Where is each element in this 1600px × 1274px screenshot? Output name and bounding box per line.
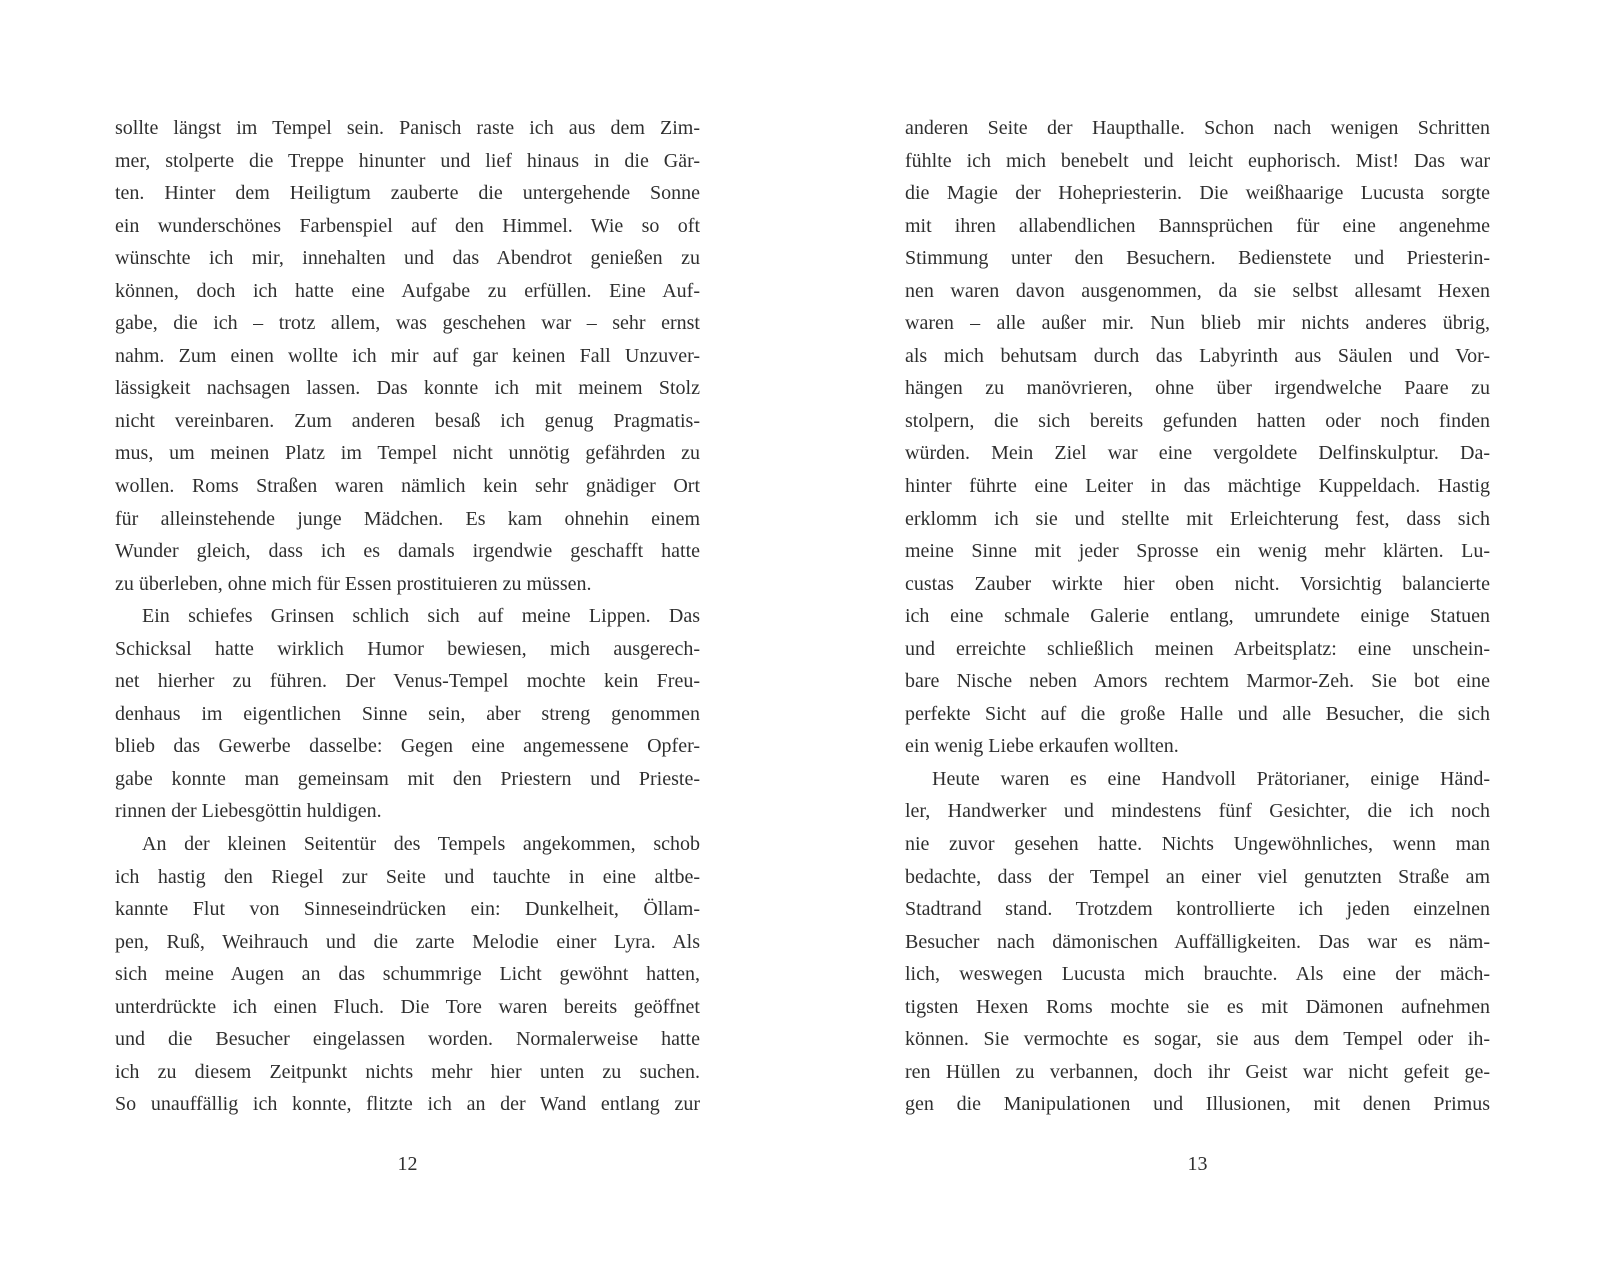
text-line: lässigkeit nachsagen lassen. Das konnte ich mit meinem Stolz bbox=[115, 377, 700, 400]
text-line: ein wunderschönes Farbenspiel auf den Himmel. Wie so oft bbox=[115, 214, 700, 237]
text-line: mer, stolperte die Treppe hinunter und lief hinaus in die Gär- bbox=[115, 149, 700, 172]
text-line: So unauffällig ich konnte, flitzte ich an der Wand entlang zur bbox=[115, 1093, 700, 1116]
text-line: nen waren davon ausgenommen, da sie selbst allesamt Hexen bbox=[905, 279, 1490, 302]
text-line: und die Besucher eingelassen worden. Normalerweise hatte bbox=[115, 1028, 700, 1051]
text-line: fühlte ich mich benebelt und leicht euphorisch. Mist! Das war bbox=[905, 149, 1490, 172]
text-line: hinter führte eine Leiter in das mächtige Kuppeldach. Hastig bbox=[905, 475, 1490, 498]
text-line: zu überleben, ohne mich für Essen prostituieren zu müssen. bbox=[115, 572, 592, 595]
text-line: kannte Flut von Sinneseindrücken ein: Dunkelheit, Öllam- bbox=[115, 898, 700, 921]
text-line: custas Zauber wirkte hier oben nicht. Vorsichtig balancierte bbox=[905, 572, 1490, 595]
text-line: würden. Mein Ziel war eine vergoldete Delfinskulptur. Da- bbox=[905, 442, 1490, 465]
page-number-left: 12 bbox=[397, 1153, 418, 1175]
text-line: net hierher zu führen. Der Venus-Tempel mochte kein Freu- bbox=[115, 670, 700, 693]
text-line: können. Sie vermochte es sogar, sie aus dem Tempel oder ih- bbox=[905, 1028, 1490, 1051]
text-line: Ein schiefes Grinsen schlich sich auf meine Lippen. Das bbox=[142, 605, 700, 628]
text-line: gen die Manipulationen und Illusionen, mit denen Primus bbox=[905, 1093, 1490, 1116]
page-number-right: 13 bbox=[1187, 1153, 1208, 1175]
text-line: meine Sinne mit jeder Sprosse ein wenig mehr klärten. Lu- bbox=[905, 540, 1490, 563]
text-line: Besucher nach dämonischen Auffälligkeiten. Das war es näm- bbox=[905, 930, 1490, 953]
text-line: hängen zu manövrieren, ohne über irgendwelche Paare zu bbox=[905, 377, 1490, 400]
text-line: mit ihren allabendlichen Bannsprüchen für eine angenehme bbox=[905, 214, 1490, 237]
text-line: Heute waren es eine Handvoll Prätorianer, einige Händ- bbox=[932, 767, 1490, 790]
text-line: für alleinstehende junge Mädchen. Es kam ohnehin einem bbox=[115, 507, 700, 530]
text-line: ein wenig Liebe erkaufen wollten. bbox=[905, 735, 1179, 758]
text-line: tigsten Hexen Roms mochte sie es mit Dämonen aufnehmen bbox=[905, 995, 1490, 1018]
text-line: anderen Seite der Haupthalle. Schon nach wenigen Schritten bbox=[905, 117, 1490, 139]
text-line: können, doch ich hatte eine Aufgabe zu erfüllen. Eine Auf- bbox=[115, 279, 700, 302]
text-line: nicht vereinbaren. Zum anderen besaß ich genug Pragmatis- bbox=[115, 409, 700, 432]
text-line: Wunder gleich, dass ich es damals irgendwie geschafft hatte bbox=[115, 540, 700, 563]
text-line: ten. Hinter dem Heiligtum zauberte die untergehende Sonne bbox=[115, 182, 700, 205]
text-line: waren – alle außer mir. Nun blieb mir nichts anderes übrig, bbox=[905, 312, 1490, 335]
text-line: pen, Ruß, Weihrauch und die zarte Melodie einer Lyra. Als bbox=[115, 930, 700, 953]
text-line: ren Hüllen zu verbannen, doch ihr Geist war nicht gefeit ge- bbox=[905, 1060, 1490, 1083]
page-left-text-block bbox=[115, 112, 700, 1121]
text-line: die Magie der Hohepriesterin. Die weißhaarige Lucusta sorgte bbox=[905, 182, 1490, 205]
text-line: rinnen der Liebesgöttin huldigen. bbox=[115, 800, 382, 823]
text-line: Stadtrand stand. Trotzdem kontrollierte ich jeden einzelnen bbox=[905, 898, 1490, 921]
text-line: lich, weswegen Lucusta mich brauchte. Als eine der mäch- bbox=[905, 963, 1490, 986]
text-line: mus, um meinen Platz im Tempel nicht unnötig gefährden zu bbox=[115, 442, 700, 465]
text-line: denhaus im eigentlichen Sinne sein, aber streng genommen bbox=[115, 702, 700, 725]
text-line: wollen. Roms Straßen waren nämlich kein sehr gnädiger Ort bbox=[115, 475, 700, 498]
text-line: und erreichte schließlich meinen Arbeitsplatz: eine unschein- bbox=[905, 637, 1490, 660]
text-line: ich eine schmale Galerie entlang, umrundete einige Statuen bbox=[905, 605, 1490, 628]
page-right-text-block bbox=[905, 112, 1490, 1121]
text-line: ler, Handwerker und mindestens fünf Gesichter, die ich noch bbox=[905, 800, 1490, 823]
text-line: unterdrückte ich einen Fluch. Die Tore waren bereits geöffnet bbox=[115, 995, 700, 1018]
text-line: bare Nische neben Amors rechtem Marmor-Zeh. Sie bot eine bbox=[905, 670, 1490, 693]
text-line: erklomm ich sie und stellte mit Erleichterung fest, dass sich bbox=[905, 507, 1490, 530]
text-line: blieb das Gewerbe dasselbe: Gegen eine angemessene Opfer- bbox=[115, 735, 700, 758]
text-line: nahm. Zum einen wollte ich mir auf gar keinen Fall Unzuver- bbox=[115, 344, 700, 367]
text-line: Schicksal hatte wirklich Humor bewiesen, mich ausgerech- bbox=[115, 637, 700, 660]
text-line: ich hastig den Riegel zur Seite und tauchte in eine altbe- bbox=[115, 865, 700, 888]
text-line: Stimmung unter den Besuchern. Bedienstete und Priesterin- bbox=[905, 247, 1490, 270]
text-line: perfekte Sicht auf die große Halle und alle Besucher, die sich bbox=[905, 702, 1490, 725]
text-line: sollte längst im Tempel sein. Panisch raste ich aus dem Zim- bbox=[115, 117, 700, 139]
text-line: wünschte ich mir, innehalten und das Abendrot genießen zu bbox=[115, 247, 700, 270]
text-line: ich zu diesem Zeitpunkt nichts mehr hier unten zu suchen. bbox=[115, 1060, 700, 1083]
text-line: stolpern, die sich bereits gefunden hatten oder noch finden bbox=[905, 409, 1490, 432]
text-line: bedachte, dass der Tempel an einer viel genutzten Straße am bbox=[905, 865, 1490, 888]
text-line: gabe, die ich – trotz allem, was geschehen war – sehr ernst bbox=[115, 312, 700, 335]
text-line: nie zuvor gesehen hatte. Nichts Ungewöhnliches, wenn man bbox=[905, 833, 1490, 856]
text-line: als mich behutsam durch das Labyrinth aus Säulen und Vor- bbox=[905, 344, 1490, 367]
text-line: gabe konnte man gemeinsam mit den Priestern und Prieste- bbox=[115, 767, 700, 790]
text-line: An der kleinen Seitentür des Tempels angekommen, schob bbox=[142, 833, 700, 856]
text-line: sich meine Augen an das schummrige Licht gewöhnt hatten, bbox=[115, 963, 700, 986]
